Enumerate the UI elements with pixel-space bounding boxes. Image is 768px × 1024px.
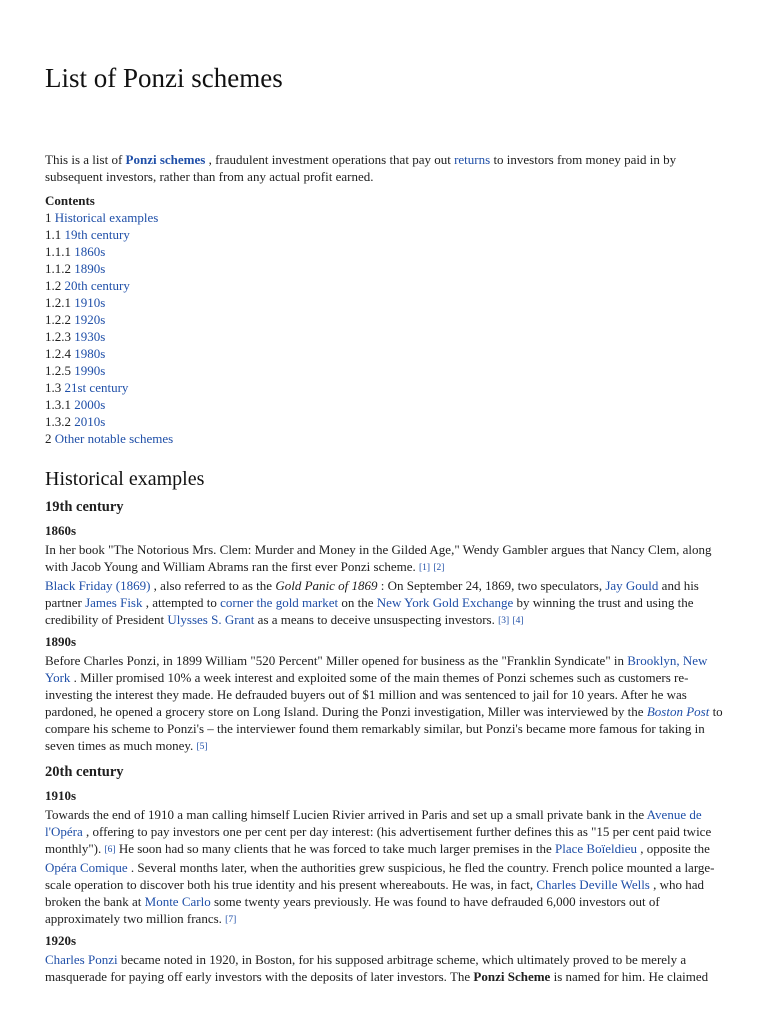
jay-gould-link[interactable]: Jay Gould <box>605 578 659 593</box>
toc-item-link[interactable]: 2000s <box>74 397 106 412</box>
ulysses-s-grant-link[interactable]: Ulysses S. Grant <box>167 612 255 627</box>
toc-item-number: 1.2.3 <box>45 329 71 344</box>
citation-link[interactable]: [4] <box>512 616 524 626</box>
page-title: List of Ponzi schemes <box>45 63 283 93</box>
toc-item <box>45 345 173 362</box>
toc-item <box>45 294 173 311</box>
toc-item-number: 1.3.2 <box>45 414 71 429</box>
citation-link[interactable]: [3] <box>498 616 510 626</box>
toc-item <box>45 413 173 430</box>
toc-item-link[interactable]: 1890s <box>74 261 106 276</box>
citation-link[interactable]: [2] <box>433 563 445 573</box>
new-york-gold-exchange-link[interactable]: New York Gold Exchange <box>376 595 514 610</box>
toc-item-number: 1.1.2 <box>45 261 71 276</box>
subsection-heading-20th-century: 20th century <box>45 764 124 780</box>
toc-item-number: 2 <box>45 431 52 446</box>
ponzi-schemes-link[interactable]: Ponzi schemes <box>125 152 206 167</box>
toc-item-number: 1.1.1 <box>45 244 71 259</box>
toc-item-number: 1.2.1 <box>45 295 71 310</box>
toc-item-link[interactable]: Other notable schemes <box>54 431 174 446</box>
monte-carlo-link[interactable]: Monte Carlo <box>144 894 211 909</box>
ponzi-scheme-bold: Ponzi Scheme <box>473 969 551 984</box>
paragraph-nancy-clem: In her book "The Notorious Mrs. Clem: Murder and Money in the Gilded Age," Wendy Gambler argues that Nancy Clem, along with Jacob Young and William Abrams ran the first ever Ponzi scheme. [1] [2] <box>45 542 712 574</box>
contents-title: Contents <box>45 193 95 208</box>
toc-item-link[interactable]: 1980s <box>74 346 106 361</box>
corner-the-gold-market-link[interactable]: corner the gold market <box>220 595 339 610</box>
subsection-heading-1910s: 1910s <box>45 788 77 803</box>
returns-link[interactable]: returns <box>454 152 491 167</box>
toc-item <box>45 362 173 379</box>
toc-item-number: 1.2.4 <box>45 346 71 361</box>
toc-item-link[interactable]: 1920s <box>74 312 106 327</box>
subsection-heading-1920s: 1920s <box>45 933 77 948</box>
citation-link[interactable]: [5] <box>196 742 208 752</box>
black-friday-link[interactable]: Black Friday (1869) <box>45 578 151 593</box>
brooklyn-new-york-link[interactable]: Brooklyn, New York <box>45 653 708 685</box>
toc-item <box>45 226 173 243</box>
avenue-de-lopera-link[interactable]: Avenue de l'Opéra <box>45 807 702 839</box>
table-of-contents <box>45 192 173 447</box>
paragraph-charles-ponzi: Charles Ponzi became noted in 1920, in Boston, for his supposed arbitrage scheme, which ultimately proved to be merely a masquerade for paying off early investors with the deposits of later investors. The Ponzi Scheme is named for him. He claimed <box>45 952 709 984</box>
toc-item-link[interactable]: 1860s <box>74 244 106 259</box>
paragraph-black-friday: Black Friday (1869) , also referred to as the Gold Panic of 1869 : On September 24, 1869, two speculators, Jay Gould and his partner James Fisk , attempted to corner the gold market on the New York Gold Exchange by winning the trust and using the credibility of President Ulysses S. Grant as a means to deceive unsuspecting investors. [3] [4] <box>45 578 699 627</box>
toc-item <box>45 243 173 260</box>
subsection-heading-1860s: 1860s <box>45 523 77 538</box>
citation-link[interactable]: [6] <box>104 845 116 855</box>
toc-item-link[interactable]: 2010s <box>74 414 106 429</box>
charles-ponzi-link[interactable]: Charles Ponzi <box>45 952 118 967</box>
toc-item-number: 1.2 <box>45 278 62 293</box>
citation-link[interactable]: [7] <box>225 915 237 925</box>
subsection-heading-19th-century: 19th century <box>45 499 124 515</box>
charles-deville-wells-link[interactable]: Charles Deville Wells <box>536 877 650 892</box>
toc-item-number: 1 <box>45 210 52 225</box>
toc-item <box>45 328 173 345</box>
gold-panic-emphasis: Gold Panic of 1869 <box>275 578 378 593</box>
toc-item-link[interactable]: Historical examples <box>54 210 159 225</box>
toc-list <box>45 209 173 447</box>
toc-item <box>45 379 173 396</box>
toc-item <box>45 396 173 413</box>
toc-item <box>45 260 173 277</box>
paragraph-rivier: Towards the end of 1910 a man calling himself Lucien Rivier arrived in Paris and set up a small private bank in the Avenue de l'Opéra , offering to pay investors one per cent per day interest: (his advertisement further defines this as "15 per cent paid twice monthly"). [6] He soon had so many clients that he was forced to take much larger premises in the Place Boïeldieu , opposite the Opéra Comique . Several months later, when the authorities grew suspicious, he fled the country. French police mounted a large-scale operation to discover both his true identity and his present whereabouts. He was, in fact, Charles Deville Wells , who had broken the bank at Monte Carlo some twenty years previously. He was found to have defrauded 6,000 investors out of approximately two million francs. [7] <box>45 807 715 926</box>
toc-item-link[interactable]: 1990s <box>74 363 106 378</box>
toc-item-number: 1.3 <box>45 380 62 395</box>
boston-post-link[interactable]: Boston Post <box>646 704 710 719</box>
toc-item-number: 1.3.1 <box>45 397 71 412</box>
toc-item-number: 1.2.5 <box>45 363 71 378</box>
paragraph-miller: Before Charles Ponzi, in 1899 William "520 Percent" Miller opened for business as the "Franklin Syndicate" in Brooklyn, New York . Miller promised 10% a week interest and exploited some of the main themes of Ponzi schemes such as customers re-investing the interest they made. He defrauded buyers out of $1 million and was sentenced to jail for 10 years. After he was pardoned, he opened a grocery store on Long Island. During the Ponzi investigation, Miller was interviewed by the Boston Post to compare his scheme to Ponzi's – the interviewer found them remarkably similar, but Ponzi's became more famous for taking in seven times as much money. [5] <box>45 653 723 753</box>
section-heading-historical-examples: Historical examples <box>45 468 205 490</box>
toc-item <box>45 277 173 294</box>
toc-item <box>45 209 173 226</box>
toc-item-link[interactable]: 1930s <box>74 329 106 344</box>
intro-text: to investors from money paid in by subsequent investors, rather than from any actual profit earned. <box>45 152 677 184</box>
article-body <box>45 497 727 988</box>
place-boieldieu-link[interactable]: Place Boïeldieu <box>555 841 637 856</box>
toc-item <box>45 311 173 328</box>
opera-comique-link[interactable]: Opéra Comique <box>45 860 128 875</box>
intro-paragraph <box>45 151 727 185</box>
toc-item-link[interactable]: 21st century <box>64 380 129 395</box>
toc-item-number: 1.1 <box>45 227 62 242</box>
intro-text: , fraudulent investment operations that pay out <box>205 152 455 167</box>
citation-link[interactable]: [1] <box>419 563 431 573</box>
james-fisk-link[interactable]: James Fisk <box>85 595 143 610</box>
toc-item-link[interactable]: 1910s <box>74 295 106 310</box>
toc-item-link[interactable]: 20th century <box>64 278 130 293</box>
subsection-heading-1890s: 1890s <box>45 634 77 649</box>
toc-item-link[interactable]: 19th century <box>64 227 130 242</box>
toc-item-number: 1.2.2 <box>45 312 71 327</box>
toc-item <box>45 430 173 447</box>
intro-text: This is a list of <box>45 152 126 167</box>
